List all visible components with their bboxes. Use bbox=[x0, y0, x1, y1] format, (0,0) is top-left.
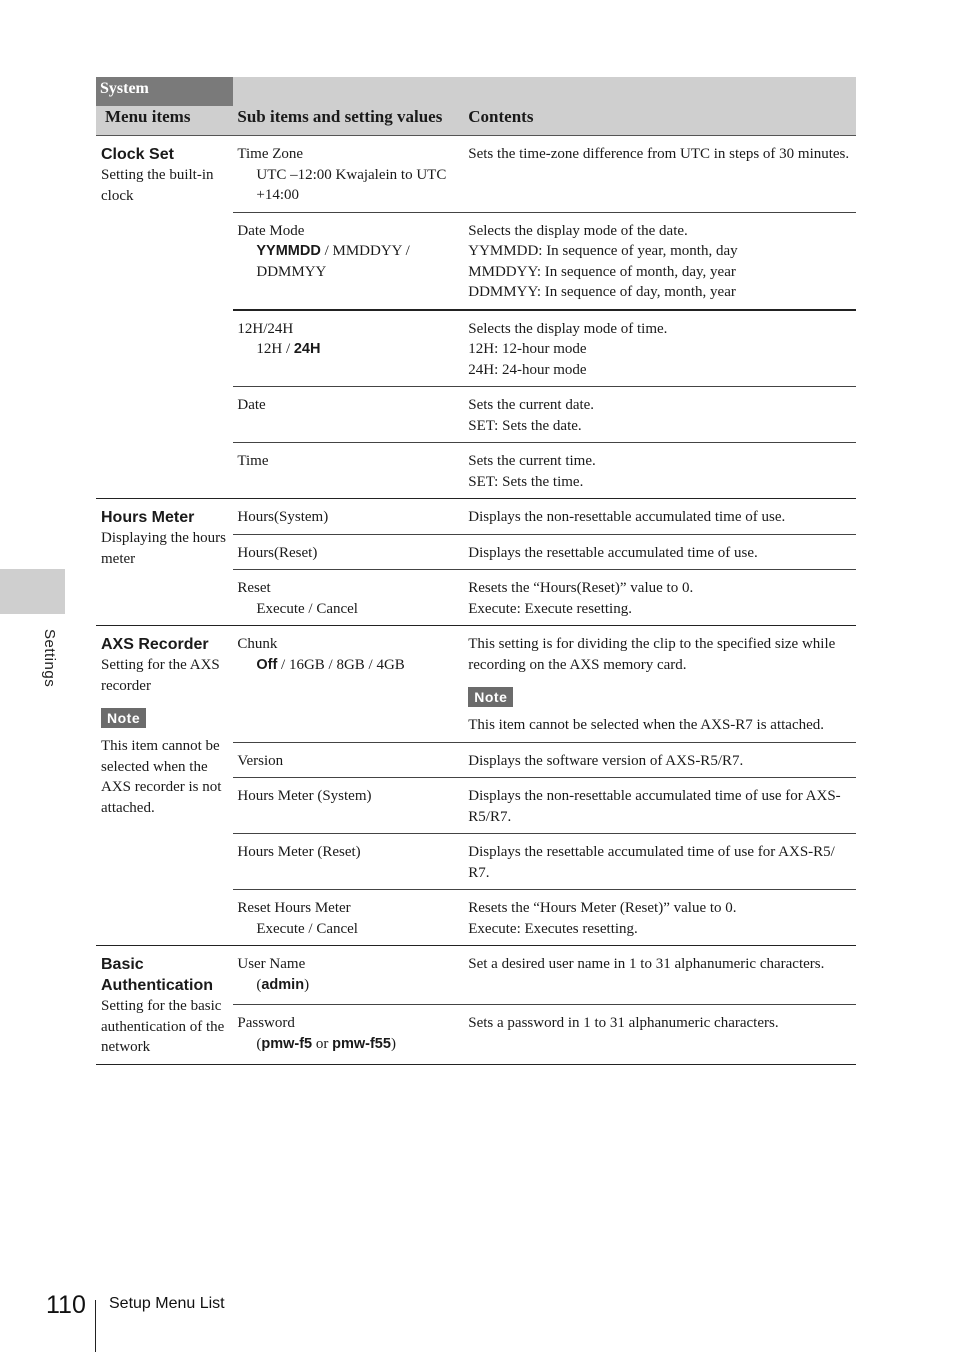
menu-desc: Setting for the basic authentication of the network bbox=[101, 998, 225, 1055]
table-row bbox=[96, 946, 856, 1005]
contents-hours-reset: Displays the resettable accumulated time of use. bbox=[464, 534, 856, 570]
note-badge: Note bbox=[468, 687, 513, 707]
section-title: System bbox=[96, 77, 233, 106]
contents-hours-meter-system: Displays the non-resettable accumulated time of use for AXS-R5/R7. bbox=[464, 778, 856, 834]
sub-item-version: Version bbox=[233, 742, 464, 778]
sub-item-hours-system: Hours(System) bbox=[233, 499, 464, 535]
table-row bbox=[96, 626, 856, 743]
sub-item-date: Date bbox=[233, 387, 464, 443]
menu-title: AXS Recorder bbox=[101, 636, 209, 653]
menu-desc: Setting for the AXS recorder bbox=[101, 657, 220, 694]
contents-12h-24h: Selects the display mode of time. 12H: 12-hour mode 24H: 24-hour mode bbox=[464, 310, 856, 387]
menu-hours-meter bbox=[96, 499, 233, 626]
sub-item-password: Password (pmw-f5 or pmw-f55) bbox=[233, 1005, 464, 1064]
contents-time-zone: Sets the time-zone difference from UTC in steps of 30 minutes. bbox=[468, 146, 850, 162]
sub-item-12h-24h: 12H/24H 12H / 24H bbox=[233, 310, 464, 387]
sub-item-time-zone: Time Zone UTC –12:00 Kwajalein to UTC +14:00 bbox=[237, 146, 447, 203]
sub-item-time: Time bbox=[233, 443, 464, 499]
header-contents: Contents bbox=[464, 106, 856, 136]
contents-time: Sets the current time. SET: Sets the time. bbox=[464, 443, 856, 499]
contents-reset: Resets the “Hours(Reset)” value to 0. Execute: Execute resetting. bbox=[464, 570, 856, 626]
menu-basic-authentication bbox=[96, 946, 233, 1065]
footer-title: Setup Menu List bbox=[109, 1295, 225, 1312]
menu-clock-set bbox=[96, 136, 233, 499]
menu-desc: Displaying the hours meter bbox=[101, 530, 226, 567]
sub-item-chunk: Chunk Off / 16GB / 8GB / 4GB bbox=[233, 626, 464, 743]
menu-title: Clock Set bbox=[101, 146, 174, 163]
table-row bbox=[96, 136, 856, 213]
note-text: This item cannot be selected when the AXS-R7 is attached. bbox=[468, 717, 825, 733]
contents-reset-hours-meter: Resets the “Hours Meter (Reset)” value to 0. Execute: Executes resetting. bbox=[464, 890, 856, 946]
note-text: This item cannot be selected when the AXS recorder is not attached. bbox=[101, 738, 222, 816]
section-header-row bbox=[96, 77, 856, 106]
contents-user-name: Set a desired user name in 1 to 31 alphanumeric characters. bbox=[464, 946, 856, 1005]
contents-hours-meter-reset: Displays the resettable accumulated time of use for AXS-R5/ R7. bbox=[464, 834, 856, 890]
sub-item-hours-reset: Hours(Reset) bbox=[233, 534, 464, 570]
contents-date-mode: Selects the display mode of the date. YYMMDD: In sequence of year, month, day MMDDYY: In sequence of month, day, year DDMMYY: In sequence of day, month, year bbox=[464, 212, 856, 310]
column-header-row bbox=[96, 106, 856, 136]
sub-item-hours-meter-reset: Hours Meter (Reset) bbox=[233, 834, 464, 890]
menu-desc: Setting the built-in clock bbox=[101, 167, 214, 204]
sub-item-hours-meter-system: Hours Meter (System) bbox=[233, 778, 464, 834]
menu-title: Basic Authentication bbox=[101, 956, 213, 994]
footer-divider bbox=[95, 1300, 96, 1352]
header-sub-items: Sub items and setting values bbox=[233, 106, 464, 136]
sub-item-user-name: User Name (admin) bbox=[233, 946, 464, 1005]
contents-version: Displays the software version of AXS-R5/R7. bbox=[464, 742, 856, 778]
sub-item-reset: Reset Execute / Cancel bbox=[233, 570, 464, 626]
contents-hours-system: Displays the non-resettable accumulated time of use. bbox=[464, 499, 856, 535]
table-row bbox=[96, 499, 856, 535]
contents-chunk: This setting is for dividing the clip to the specified size while recording on the AXS memory card. Note This item cannot be selected when the AXS-R7 is attached. bbox=[464, 626, 856, 743]
menu-title: Hours Meter bbox=[101, 509, 195, 526]
header-menu-items: Menu items bbox=[96, 106, 233, 136]
page-number: 110 bbox=[46, 1291, 86, 1319]
contents-password: Sets a password in 1 to 31 alphanumeric characters. bbox=[464, 1005, 856, 1064]
menu-axs-recorder bbox=[96, 626, 233, 946]
system-menu-table bbox=[96, 77, 856, 1065]
contents-date: Sets the current date. SET: Sets the date. bbox=[464, 387, 856, 443]
side-tab-marker bbox=[0, 569, 65, 614]
sub-item-reset-hours-meter: Reset Hours Meter Execute / Cancel bbox=[233, 890, 464, 946]
note-badge: Note bbox=[101, 708, 146, 728]
sub-item-date-mode: Date Mode YYMMDD / MMDDYY / DDMMYY bbox=[233, 212, 464, 310]
side-tab-label: Settings bbox=[41, 629, 58, 688]
